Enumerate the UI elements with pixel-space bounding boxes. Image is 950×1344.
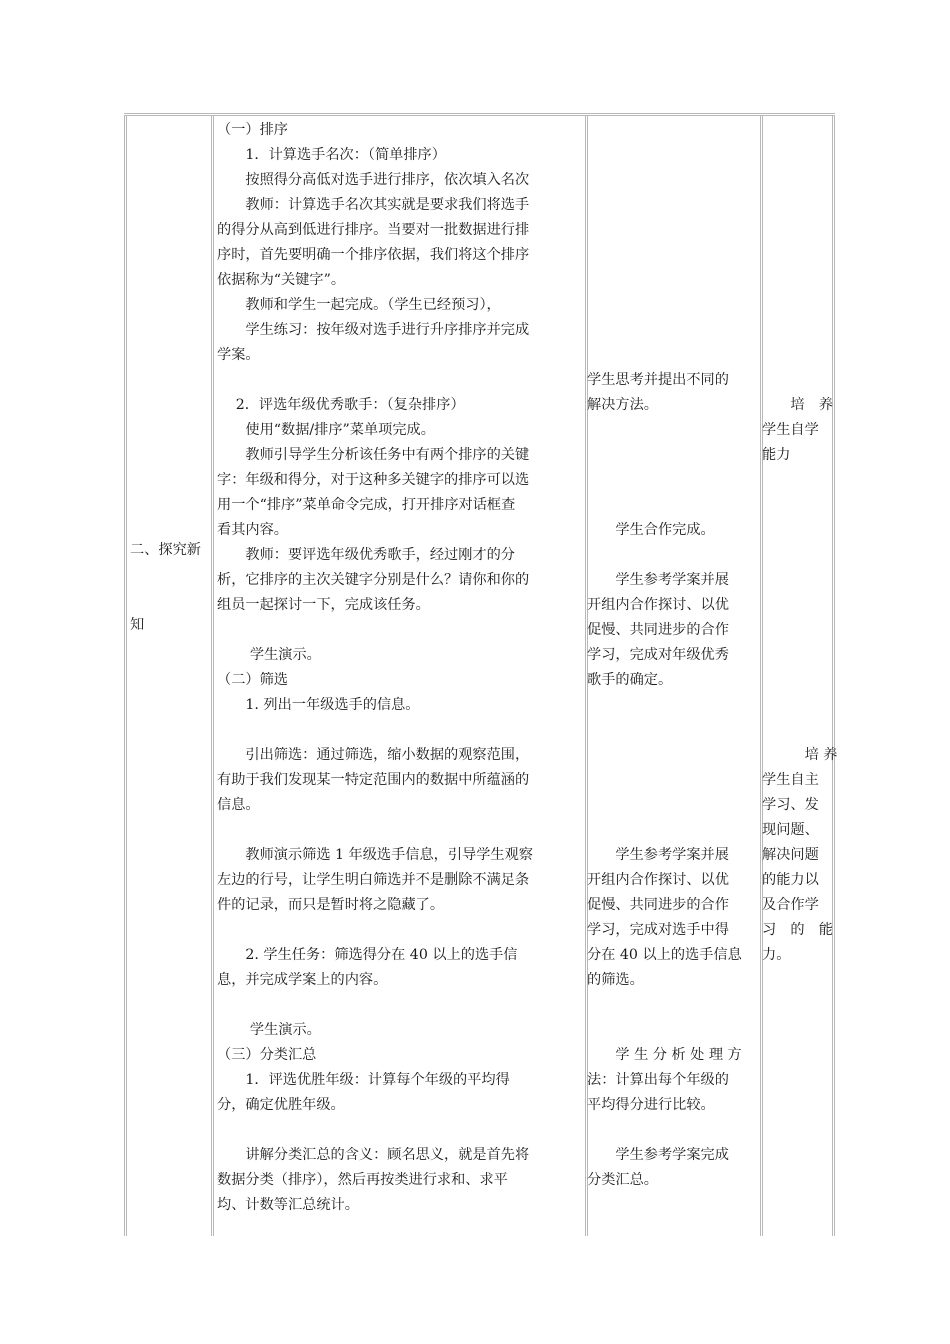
teacher-text-line: 字：年级和得分，对于这种多关键字的排序可以选 <box>217 472 530 488</box>
teacher-text-line: 组员一起探讨一下，完成该任务。 <box>217 597 430 613</box>
student-activity-block <box>587 1143 729 1193</box>
teacher-text-line: 学生练习：按年级对选手进行升序排序并完成 <box>217 322 530 338</box>
teacher-text-line <box>217 368 533 393</box>
student-activity-block <box>587 1043 742 1118</box>
teacher-text-line: 讲解分类汇总的含义：顾名思义，就是首先将 <box>217 1147 530 1163</box>
section-label-cell <box>130 488 201 688</box>
teacher-text-line: 2. 学生任务：筛选得分在 40 以上的选手信 <box>217 947 518 963</box>
lesson-plan-table <box>124 113 838 1236</box>
teacher-text-line: 数据分类（排序），然后再按类进行求和、求平 <box>217 1172 508 1188</box>
text-line: 力。 <box>762 947 791 963</box>
text-line: 平均得分进行比较。 <box>587 1097 715 1113</box>
text-line: 解决方法。 <box>587 397 658 413</box>
text-line: 分类汇总。 <box>587 1172 658 1188</box>
teacher-text-line: 1. 列出一年级选手的信息。 <box>217 697 420 713</box>
text-line: 学 生 分 析 处 理 方 <box>587 1047 742 1063</box>
teacher-text-line: 教师：要评选年级优秀歌手，经过刚才的分 <box>217 547 515 563</box>
teacher-text-line: 2．评选年级优秀歌手：（复杂排序） <box>217 397 465 413</box>
teacher-text-line: 1．计算选手名次：（简单排序） <box>217 147 446 163</box>
text-line: 促慢、共同进步的合作 <box>587 897 729 913</box>
text-line: 学生合作完成。 <box>587 522 715 538</box>
text-line: 学生思考并提出不同的 <box>587 372 729 388</box>
text-line: 的筛选。 <box>587 972 644 988</box>
text-line: 学生自主 <box>762 772 819 788</box>
text-line: 歌手的确定。 <box>587 672 673 688</box>
text-line: 的能力以 <box>762 872 819 888</box>
teacher-text-line: 序时，首先要明确一个排序依据，我们将这个排序 <box>217 247 530 263</box>
teacher-text-line: 的得分从高到低进行排序。当要对一批数据进行排 <box>217 222 530 238</box>
student-activity-block <box>587 843 742 993</box>
text-line: 能力 <box>762 447 791 463</box>
teacher-text-line: 用一个“排序”菜单命令完成，打开排序对话框查 <box>217 497 516 513</box>
text-line: 学习，完成对选手中得 <box>587 922 729 938</box>
teacher-text-line: 均、计数等汇总统计。 <box>217 1197 359 1213</box>
table-border-left <box>124 116 127 1236</box>
text-line: 学习，完成对年级优秀 <box>587 647 729 663</box>
teacher-text-line: 析，它排序的主次关键字分别是什么？请你和你的 <box>217 572 530 588</box>
teacher-text-line: 有助于我们发现某一特定范围内的数据中所蕴涵的 <box>217 772 530 788</box>
teacher-text-line: 引出筛选：通过筛选，缩小数据的观察范围， <box>217 747 530 763</box>
teacher-text-line: 依据称为“关键字”。 <box>217 272 346 288</box>
teacher-text-line: 使用“数据/排序”菜单项完成。 <box>217 422 435 438</box>
column-divider-1 <box>211 116 214 1236</box>
teacher-text-line: 分，确定优胜年级。 <box>217 1097 345 1113</box>
student-activity-block <box>587 518 715 543</box>
teacher-text-line <box>217 618 533 643</box>
text-line: 培 养 <box>762 747 838 763</box>
column-divider-3 <box>760 116 763 1236</box>
text-line: 现问题、 <box>762 822 819 838</box>
teacher-text-line: 教师引导学生分析该任务中有两个排序的关键 <box>217 447 530 463</box>
teacher-text-line <box>217 1118 533 1143</box>
text-line: 学习、发 <box>762 797 819 813</box>
text-line: 培 养 <box>762 397 833 413</box>
teacher-text-line: 学生演示。 <box>217 1022 321 1038</box>
text-line: 法：计算出每个年级的 <box>587 1072 729 1088</box>
section-label-line-1: 二、探究新 <box>130 542 201 558</box>
teacher-text-line <box>217 718 533 743</box>
teacher-text-line: （一）排序 <box>217 122 288 138</box>
teacher-text-line: 教师演示筛选 1 年级选手信息，引导学生观察 <box>217 847 533 863</box>
teacher-text-line: （二）筛选 <box>217 672 288 688</box>
text-line: 解决问题 <box>762 847 819 863</box>
text-line: 习 的 能 <box>762 922 833 938</box>
teacher-text-line: 学案。 <box>217 347 260 363</box>
text-line: 开组内合作探讨、以优 <box>587 597 729 613</box>
teacher-text-line: 左边的行号，让学生明白筛选并不是删除不满足条 <box>217 872 530 888</box>
teacher-text-line: 件的记录，而只是暂时将之隐藏了。 <box>217 897 445 913</box>
text-line: 学生参考学案并展 <box>587 572 729 588</box>
teacher-text-line: （三）分类汇总 <box>217 1047 317 1063</box>
teacher-text-line: 学生演示。 <box>217 647 321 663</box>
student-activity-block <box>587 568 729 693</box>
teacher-text-line: 看其内容。 <box>217 522 288 538</box>
text-line: 及合作学 <box>762 897 819 913</box>
section-label-line-2: 知 <box>130 617 145 633</box>
text-line: 分在 40 以上的选手信息 <box>587 947 742 963</box>
teacher-text-line <box>217 918 533 943</box>
teacher-text-line: 教师：计算选手名次其实就是要求我们将选手 <box>217 197 530 213</box>
table-border-right <box>832 116 835 1236</box>
teacher-text-line: 信息。 <box>217 797 260 813</box>
design-intent-block <box>762 743 837 968</box>
text-line: 开组内合作探讨、以优 <box>587 872 729 888</box>
teacher-text-line: 教师和学生一起完成。（学生已经预习）， <box>217 297 501 313</box>
text-line: 学生参考学案并展 <box>587 847 729 863</box>
student-activity-block <box>587 368 729 418</box>
teacher-text-line: 按照得分高低对选手进行排序，依次填入名次 <box>217 172 530 188</box>
text-line: 学生自学 <box>762 422 819 438</box>
text-line: 促慢、共同进步的合作 <box>587 622 729 638</box>
teacher-text-line <box>217 818 533 843</box>
teacher-activity-cell <box>217 118 533 1218</box>
text-line: 学生参考学案完成 <box>587 1147 729 1163</box>
teacher-text-line <box>217 993 533 1018</box>
teacher-text-line: 1．评选优胜年级：计算每个年级的平均得 <box>217 1072 510 1088</box>
teacher-text-line: 息，并完成学案上的内容。 <box>217 972 388 988</box>
design-intent-block <box>762 393 833 468</box>
